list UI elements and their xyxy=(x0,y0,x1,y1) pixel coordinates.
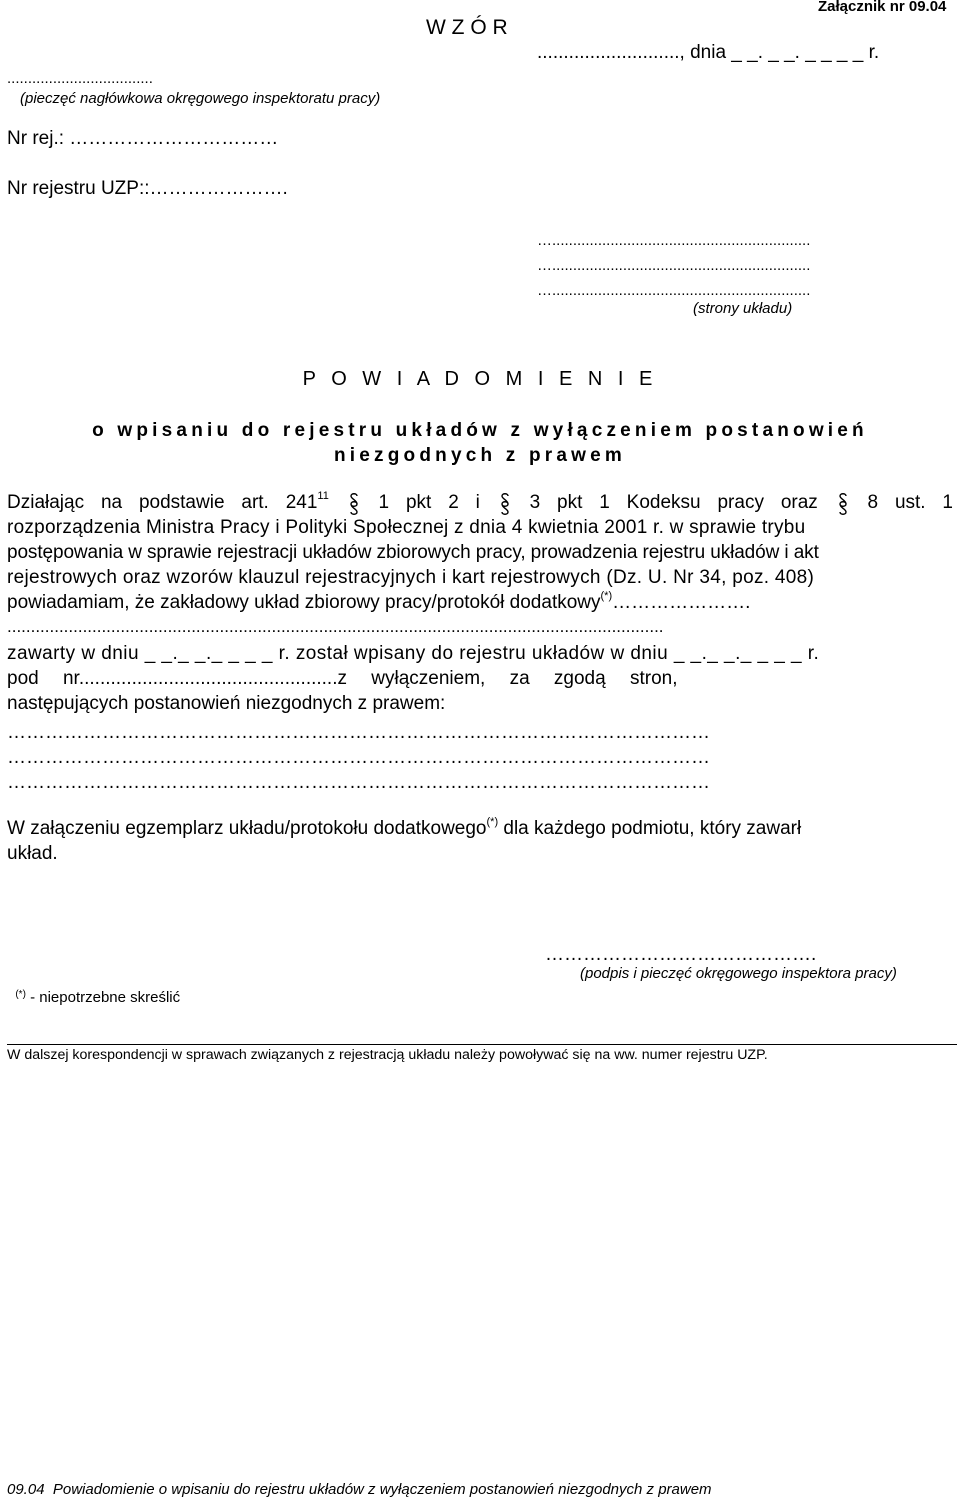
article-number: $241^{11}$ xyxy=(285,490,329,513)
superscript-star-2: (*) xyxy=(486,816,499,828)
word: 8 xyxy=(867,492,879,513)
footnote-text: - niepotrzebne skreślić xyxy=(25,989,181,1006)
date-line: ..........................., dnia _ _. _ _. _ _ _ _ r. xyxy=(537,42,880,63)
parties-dots-3: ….............................................................. xyxy=(537,282,811,299)
word: oraz xyxy=(780,492,818,513)
body-line-8: pod nr.................................................z wyłączeniem, za zgodą stron, xyxy=(7,668,678,689)
signature-dots: ……………………………………. xyxy=(545,944,817,965)
word: Działając xyxy=(7,492,85,513)
signature-caption: (podpis i pieczęć okręgowego inspektora pracy) xyxy=(580,965,897,982)
nr-rej: Nr rej.: …………………………… xyxy=(7,128,279,149)
body-line-5 xyxy=(7,592,750,614)
section-sign-icon xyxy=(497,492,513,516)
provision-dots-1: ………………………………………………………………………………………………… xyxy=(7,722,710,743)
provision-dots-2: ………………………………………………………………………………………………… xyxy=(7,747,710,768)
word: pkt xyxy=(557,492,583,513)
word: podstawie xyxy=(138,492,225,513)
document-subtitle-line2: niezgodnych z prawem xyxy=(334,445,626,466)
word: 1 xyxy=(599,492,610,513)
parties-dots-2: ….............................................................. xyxy=(537,257,811,274)
annex-number: Załącznik nr 09.04 xyxy=(818,0,947,15)
body-line-2: rozporządzenia Ministra Pracy i Polityki Społecznej z dnia 4 kwietnia 2001 r. w sprawie trybu xyxy=(7,517,806,538)
body-line-7: zawarty w dniu _ _._ _._ _ _ _ r. został wpisany do rejestru układów w dniu _ _._ _._ _ _ _ r. xyxy=(7,643,820,664)
document-title: P O W I A D O M I E N I E xyxy=(302,368,658,390)
section-sign-icon xyxy=(835,492,851,516)
attachment-line-2: układ. xyxy=(7,843,58,864)
body-line-5-text: powiadamiam, że zakładowy układ zbiorowy pracy/protokół dodatkowy xyxy=(7,592,601,613)
provision-dots-3: ………………………………………………………………………………………………… xyxy=(7,772,710,793)
parties-caption: (strony układu) xyxy=(693,300,793,317)
attachment-text-b: dla każdego podmiotu, który zawarł xyxy=(503,818,802,839)
stamp-caption: (pieczęć nagłówkowa okręgowego inspektoratu pracy) xyxy=(20,90,381,107)
body-line-6: ........................................................................................................................................... xyxy=(7,617,664,636)
section-sign-icon xyxy=(346,492,362,516)
stamp-dots: ................................... xyxy=(7,70,153,87)
superscript-11: 11 xyxy=(317,490,329,502)
body-line-9: następujących postanowień niezgodnych z prawem: xyxy=(7,693,446,714)
word: 2 xyxy=(448,492,459,513)
word: pracy xyxy=(717,492,764,513)
word: ust. xyxy=(894,492,926,513)
footnote-mark: (*) xyxy=(15,989,26,1000)
body-line-1 xyxy=(7,492,953,516)
footnote xyxy=(7,972,180,1006)
superscript-star: (*) xyxy=(600,590,613,602)
correspondence-notice: W dalszej korespondencji w sprawach związanych z rejestracją układu należy powoływać się na ww. numer rejestru UZP. xyxy=(7,1047,768,1063)
document-subtitle-line1: o wpisaniu do rejestru układów z wyłączeniem postanowień xyxy=(92,420,868,441)
attachment-line-1 xyxy=(7,818,801,840)
word: pkt xyxy=(405,492,432,513)
word: 1 xyxy=(378,492,390,513)
word: 3 xyxy=(529,492,541,513)
body-line-5-dots: …………………. xyxy=(612,592,751,613)
word: art. xyxy=(241,492,269,513)
attachment-text-a: W załączeniu egzemplarz układu/protokołu dodatkowego xyxy=(7,818,487,839)
body-line-3: postępowania w sprawie rejestracji układów zbiorowych pracy, prowadzenia rejestru układów i akt xyxy=(7,542,819,563)
nr-rejestru-uzp: Nr rejestru UZP::…………………. xyxy=(7,178,288,199)
parties-dots-1: ….............................................................. xyxy=(537,232,811,249)
word: i xyxy=(475,492,480,513)
wzor-heading: W Z Ó R xyxy=(426,16,508,39)
word: 1 xyxy=(942,492,953,513)
word: Kodeksu xyxy=(626,492,701,513)
body-line-4: rejestrowych oraz wzorów klauzul rejestracyjnych i kart rejestrowych (Dz. U. Nr 34, poz. 408) xyxy=(7,567,815,588)
word: na xyxy=(100,492,123,513)
page-footer: 09.04 Powiadomienie o wpisaniu do rejestru układów z wyłączeniem postanowień niezgodnych z prawem xyxy=(7,1481,712,1498)
divider xyxy=(7,1044,957,1045)
